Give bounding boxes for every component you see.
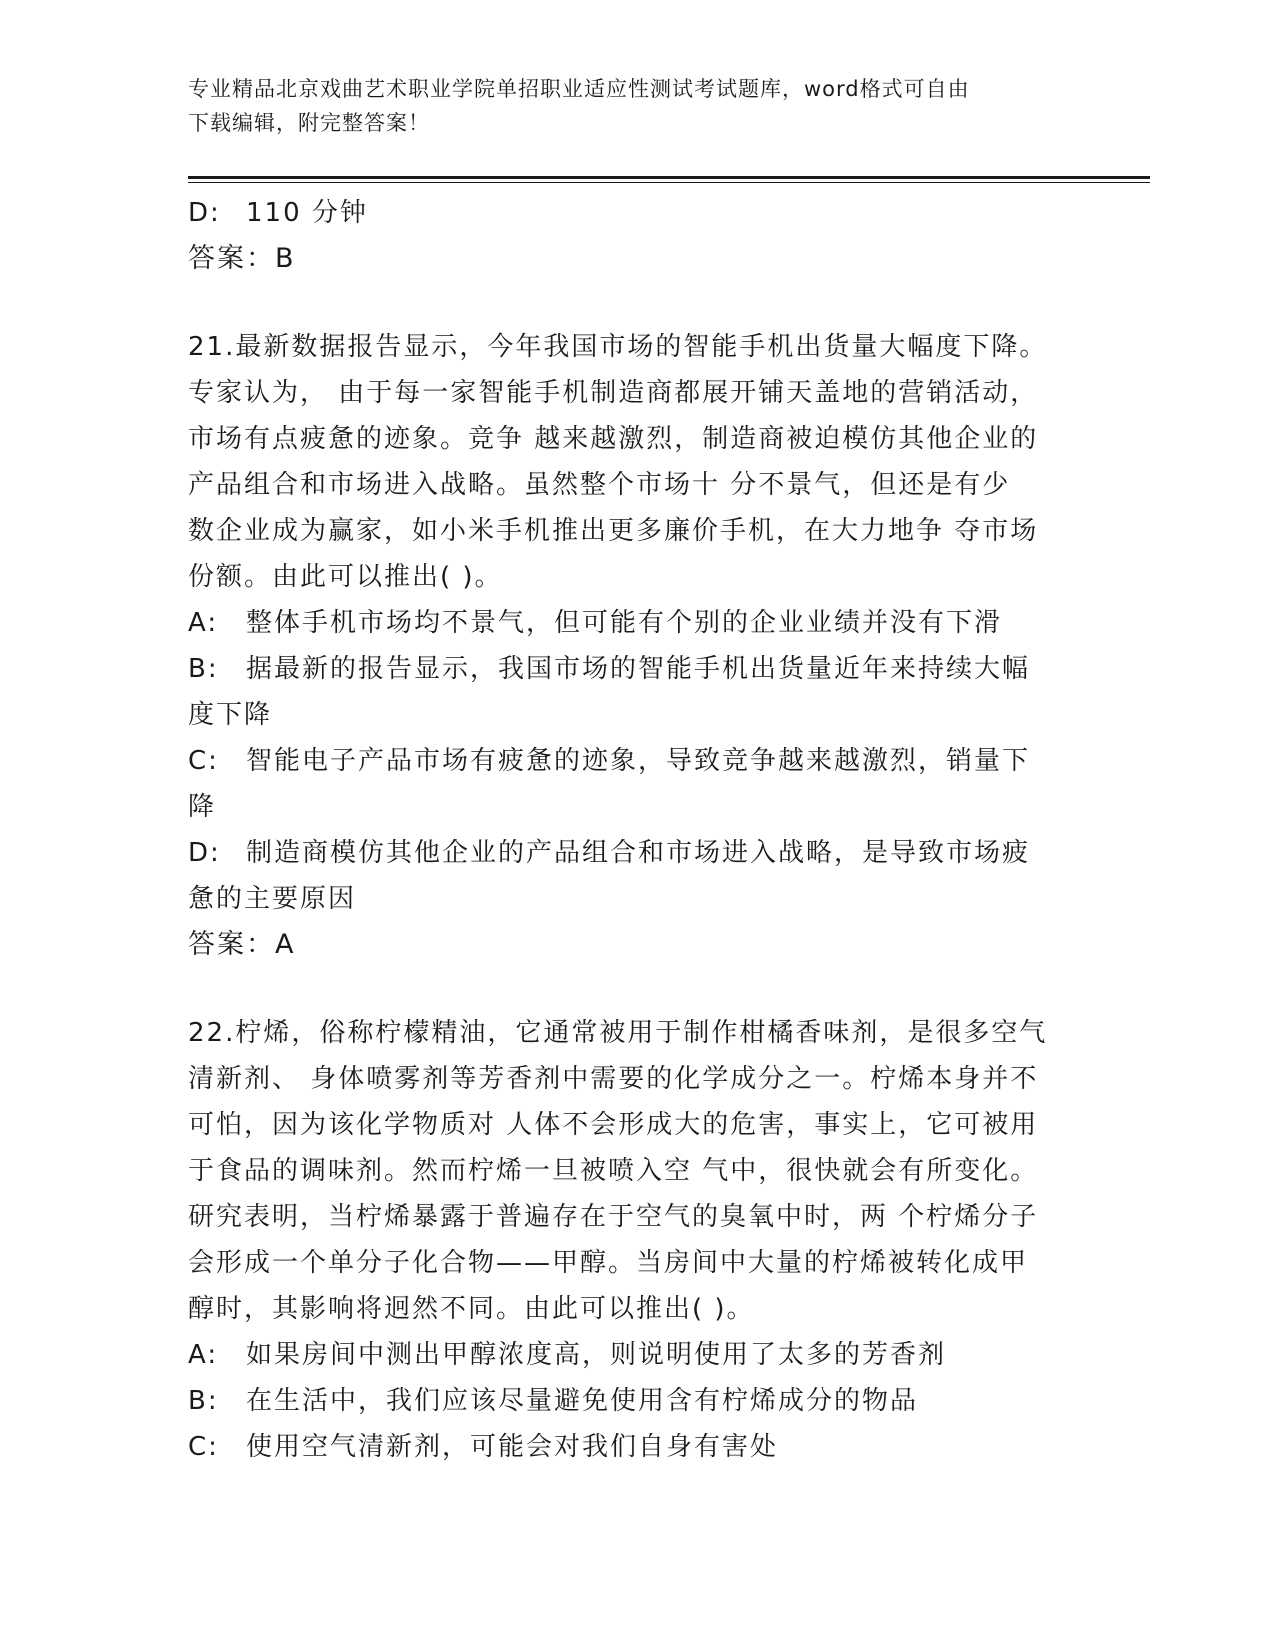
- option-label: A:: [188, 1340, 219, 1370]
- option-text: 如果房间中测出甲醇浓度高，则说明使用了太多的芳香剂: [246, 1340, 947, 1370]
- question-stem-line: 份额。由此可以推出( )。: [188, 562, 503, 592]
- option-text: 据最新的报告显示，我国市场的智能手机出货量近年来持续大幅: [246, 654, 1031, 684]
- header-rule-thin: [188, 182, 1150, 183]
- option-label: B:: [188, 654, 219, 684]
- option-b: [188, 646, 1078, 692]
- question-stem-line: 21.最新数据报告显示，今年我国市场的智能手机出货量大幅度下降。: [188, 332, 1048, 362]
- option-text: 智能电子产品市场有疲惫的迹象，导致竞争越来越激烈，销量下: [246, 746, 1031, 776]
- option-c-continuation: 降: [188, 792, 217, 822]
- question-stem-line: 可怕，因为该化学物质对 人体不会形成大的危害，事实上，它可被用: [188, 1110, 1039, 1140]
- option-label: D:: [188, 838, 221, 868]
- question-stem-line: 研究表明，当柠烯暴露于普遍存在于空气的臭氧中时，两 个柠烯分子: [188, 1202, 1039, 1232]
- question-stem-line: 市场有点疲惫的迹象。竞争 越来越激烈，制造商被迫模仿其他企业的: [188, 424, 1039, 454]
- question-21: [188, 324, 1078, 968]
- option-label: C:: [188, 1432, 219, 1462]
- option-label: C:: [188, 746, 219, 776]
- prev-option-d: [188, 190, 1078, 236]
- option-text: 使用空气清新剂，可能会对我们自身有害处: [246, 1432, 779, 1462]
- option-c: [188, 738, 1078, 784]
- document-body: [188, 190, 1078, 1470]
- header-line-2: 下载编辑，附完整答案！: [188, 111, 430, 135]
- spacer: [188, 282, 1078, 324]
- spacer: [188, 968, 1078, 1010]
- option-c: [188, 1424, 1078, 1470]
- option-b-continuation: 度下降: [188, 700, 273, 730]
- prev-answer: 答案：B: [188, 243, 296, 274]
- question-stem-line: 醇时，其影响将迥然不同。由此可以推出( )。: [188, 1294, 755, 1324]
- question-stem-line: 清新剂、 身体喷雾剂等芳香剂中需要的化学成分之一。柠烯本身并不: [188, 1064, 1039, 1094]
- option-a: [188, 600, 1078, 646]
- question-21-answer: 答案：A: [188, 929, 296, 960]
- option-label: D:: [188, 198, 221, 228]
- header-line-1: 专业精品北京戏曲艺术职业学院单招职业适应性测试考试题库，word格式可自由: [188, 77, 970, 101]
- option-b: [188, 1378, 1078, 1424]
- option-text: 整体手机市场均不景气，但可能有个别的企业业绩并没有下滑: [246, 608, 1003, 638]
- question-stem-line: 会形成一个单分子化合物——甲醇。当房间中大量的柠烯被转化成甲: [188, 1248, 1029, 1278]
- question-stem-line: 专家认为， 由于每一家智能手机制造商都展开铺天盖地的营销活动，: [188, 378, 1039, 408]
- option-d: [188, 830, 1078, 876]
- option-text: 110 分钟: [246, 198, 368, 228]
- option-a: [188, 1332, 1078, 1378]
- option-d-continuation: 惫的主要原因: [188, 884, 357, 914]
- option-text: 在生活中，我们应该尽量避免使用含有柠烯成分的物品: [246, 1386, 919, 1416]
- question-stem-line: 数企业成为赢家，如小米手机推出更多廉价手机，在大力地争 夺市场: [188, 516, 1039, 546]
- option-text: 制造商模仿其他企业的产品组合和市场进入战略，是导致市场疲: [246, 838, 1031, 868]
- header-rule-thick: [188, 176, 1150, 179]
- question-stem-line: 于食品的调味剂。然而柠烯一旦被喷入空 气中，很快就会有所变化。: [188, 1156, 1039, 1186]
- page-header: [188, 72, 1068, 140]
- question-stem-line: 22.柠烯，俗称柠檬精油，它通常被用于制作柑橘香味剂，是很多空气: [188, 1018, 1048, 1048]
- question-stem-line: 产品组合和市场进入战略。虽然整个市场十 分不景气，但还是有少: [188, 470, 1011, 500]
- question-22: [188, 1010, 1078, 1470]
- option-label: A:: [188, 608, 219, 638]
- option-label: B:: [188, 1386, 219, 1416]
